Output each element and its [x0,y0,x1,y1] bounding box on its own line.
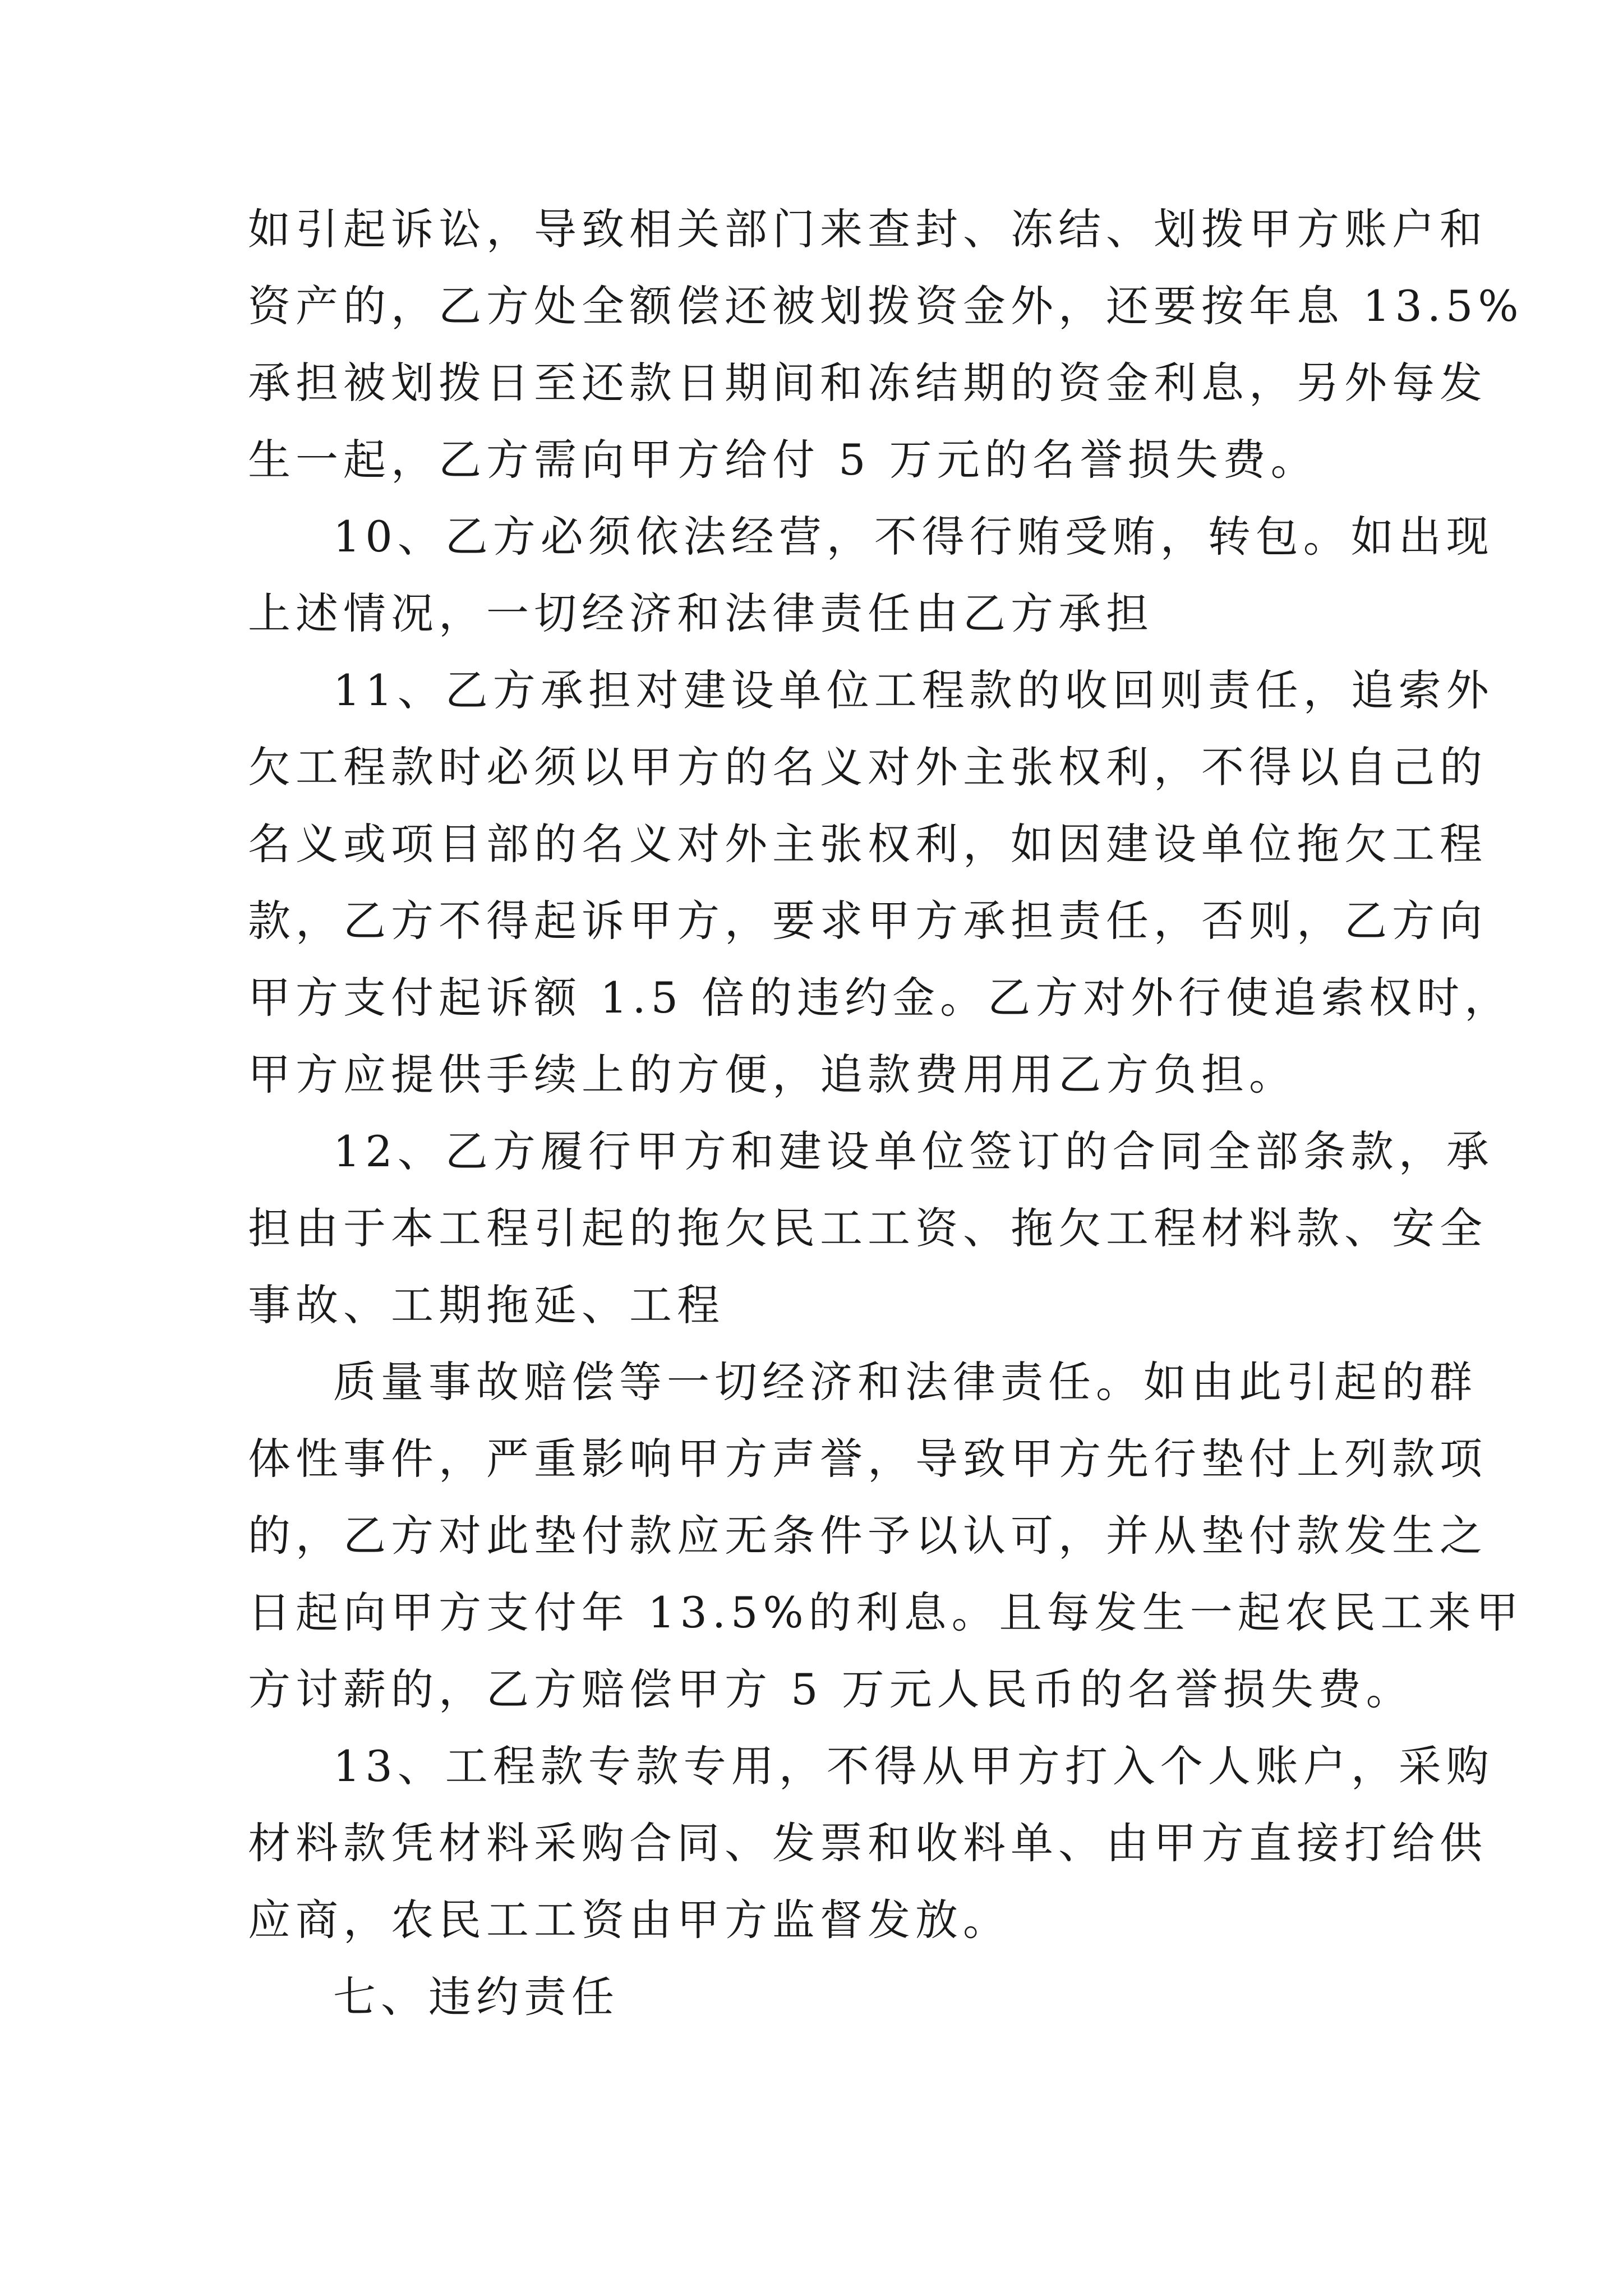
clause-13-line-1: 13、工程款专款专用，不得从甲方打入个人账户，采购 [333,1741,1494,1791]
clause-12-cont-line-1: 质量事故赔偿等一切经济和法律责任。如由此引起的群 [333,1357,1477,1407]
document-body [248,191,1524,2035]
clause-12-cont-line-3: 的，乙方对此垫付款应无条件予以认可，并从垫付款发生之 [248,1511,1487,1561]
text-line-4: 生一起，乙方需向甲方给付 5 万元的名誉损失费。 [248,435,1318,485]
clause-10-line-1: 10、乙方必须依法经营，不得行贿受贿，转包。如出现 [333,512,1494,562]
clause-13-line-2: 材料款凭材料采购合同、发票和收料单、由甲方直接打给供 [248,1818,1487,1868]
clause-12-cont-line-2: 体性事件，严重影响甲方声誉，导致甲方先行垫付上列款项 [248,1434,1487,1484]
clause-10-line-2: 上述情况，一切经济和法律责任由乙方承担 [248,588,1154,638]
clause-11-line-2: 欠工程款时必须以甲方的名义对外主张权利，不得以自己的 [248,742,1487,792]
clause-11-line-4: 款，乙方不得起诉甲方，要求甲方承担责任，否则，乙方向 [248,896,1487,946]
text-line-3: 承担被划拨日至还款日期间和冻结期的资金利息，另外每发 [248,358,1487,408]
clause-12-line-3: 事故、工期拖延、工程 [248,1280,725,1330]
clause-11-line-3: 名义或项目部的名义对外主张权利，如因建设单位拖欠工程 [248,819,1487,869]
clause-11-line-6: 甲方应提供手续上的方便，追款费用用乙方负担。 [248,1050,1297,1099]
clause-12-line-2: 担由于本工程引起的拖欠民工工资、拖欠工程材料款、安全 [248,1203,1487,1253]
clause-11-line-5: 甲方支付起诉额 1.5 倍的违约金。乙方对外行使追索权时， [248,973,1513,1023]
clause-12-line-1: 12、乙方履行甲方和建设单位签订的合同全部条款，承 [333,1126,1494,1176]
clause-13-line-3: 应商，农民工工资由甲方监督发放。 [248,1895,1011,1945]
clause-12-cont-line-4: 日起向甲方支付年 13.5%的利息。且每发生一起农民工来甲 [248,1588,1524,1637]
text-line-2: 资产的，乙方处全额偿还被划拨资金外，还要按年息 13.5% [248,281,1524,331]
section-heading-breach: 七、违约责任 [333,1972,619,2022]
clause-11-line-1: 11、乙方承担对建设单位工程款的收回则责任，追索外 [333,665,1494,715]
text-line-1: 如引起诉讼，导致相关部门来查封、冻结、划拨甲方账户和 [248,204,1487,254]
clause-12-cont-line-5: 方讨薪的，乙方赔偿甲方 5 万元人民币的名誉损失费。 [248,1664,1414,1714]
